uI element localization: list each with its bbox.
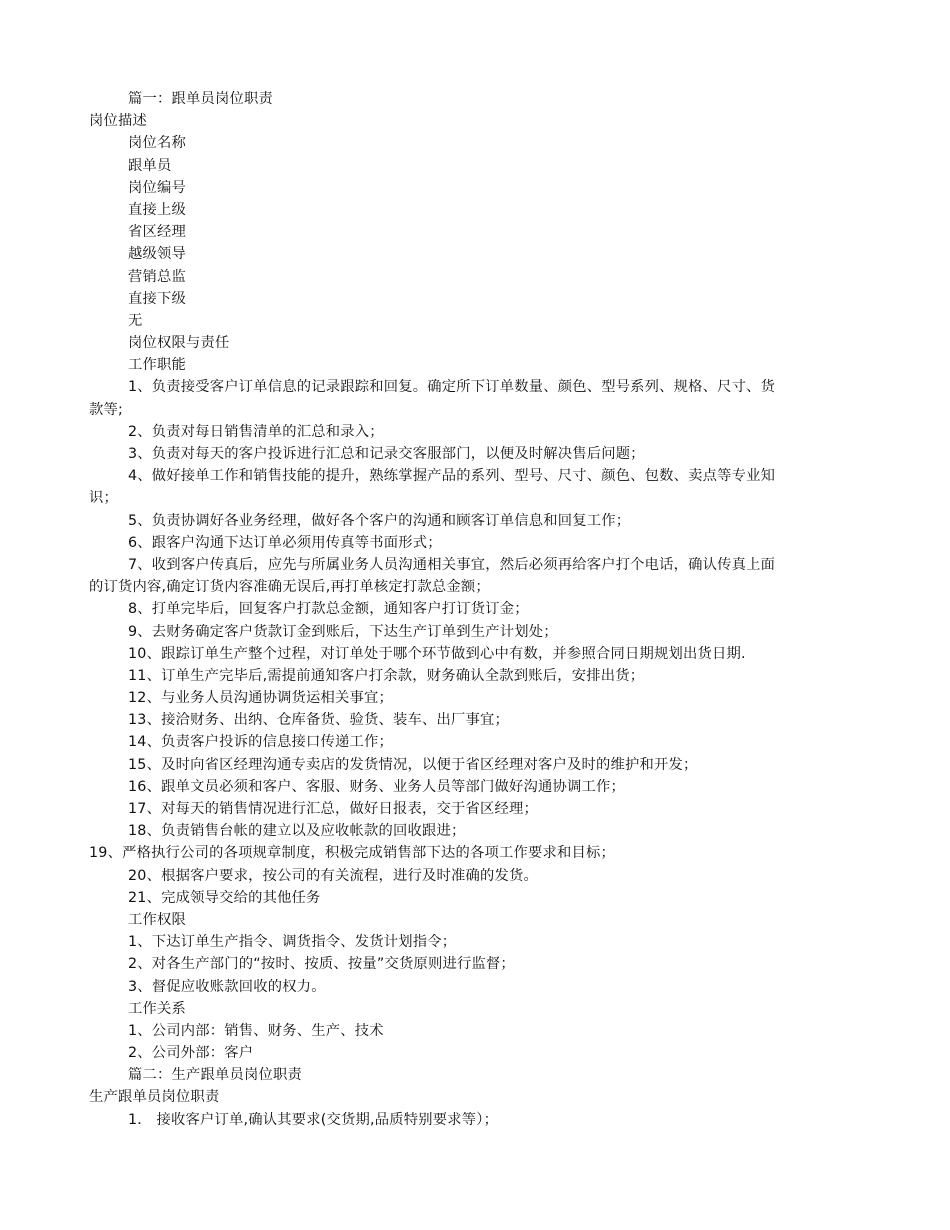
duty-7-line2: 的订货内容,确定订货内容准确无误后,再打单核定打款总金额； xyxy=(89,579,490,596)
field-skip-level: 越级领导 xyxy=(128,246,186,263)
authority-heading: 工作权限 xyxy=(128,911,186,928)
document-page xyxy=(0,88,950,1131)
field-skip-level-value: 营销总监 xyxy=(128,268,186,285)
duty-14: 14、负责客户投诉的信息接口传递工作； xyxy=(128,734,394,751)
duty-5: 5、负责协调好各业务经理，做好各个客户的沟通和顾客订单信息和回复工作； xyxy=(128,512,631,529)
field-position-value: 跟单员 xyxy=(128,157,172,174)
section2-item-1: 1． 接收客户订单,确认其要求(交货期,品质特别要求等）； xyxy=(128,1111,499,1128)
duty-3: 3、负责对每天的客户投诉进行汇总和记录交客服部门，以便及时解决售后问题； xyxy=(128,446,645,462)
duty-19: 19、严格执行公司的各项规章制度，积极完成销售部下达的各项工作要求和目标； xyxy=(89,845,615,862)
duty-17: 17、对每天的销售情况进行汇总，做好日报表，交于省区经理； xyxy=(128,801,539,817)
duty-13: 13、接洽财务、出纳、仓库备货、验货、装车、出厂事宜； xyxy=(128,712,510,729)
authority-item-3: 3、督促应收账款回收的权力。 xyxy=(128,978,326,995)
relation-heading: 工作关系 xyxy=(128,1000,186,1017)
duty-1-line1: 1、负责接受客户订单信息的记录跟踪和回复。确定所下订单数量、颜色、型号系列、规格、尺寸、货 xyxy=(128,379,776,396)
relation-item-2: 2、公司外部：客户 xyxy=(128,1045,254,1062)
relation-item-1: 1、公司内部：销售、财务、生产、技术 xyxy=(128,1022,384,1039)
field-direct-subordinate: 直接下级 xyxy=(128,290,186,307)
authority-item-2: 2、对各生产部门的“按时、按质、按量”交货原则进行监督； xyxy=(128,956,515,973)
authority-item-1: 1、下达订单生产指令、调货指令、发货计划指令； xyxy=(128,934,457,951)
duty-4-line1: 4、做好接单工作和销售技能的提升，熟练掌握产品的系列、型号、尺寸、颜色、包数、卖点等专业知 xyxy=(128,468,776,485)
duty-10: 10、跟踪订单生产整个过程，对订单处于哪个环节做到心中有数，并参照合同日期规划出货日期. xyxy=(128,645,746,662)
duty-8: 8、打单完毕后，回复客户打款总金额，通知客户打订货订金； xyxy=(128,601,529,618)
duty-18: 18、负责销售台帐的建立以及应收帐款的回收跟进； xyxy=(128,823,466,840)
duty-9: 9、去财务确定客户货款订金到账后，下达生产订单到生产计划处； xyxy=(128,623,558,640)
duty-4-line2: 识； xyxy=(89,490,118,507)
duty-21: 21、完成领导交给的其他任务 xyxy=(128,889,321,906)
duty-12: 12、与业务人员沟通协调货运相关事宜； xyxy=(128,690,394,707)
section1-heading: 岗位描述 xyxy=(89,113,147,130)
field-position-name: 岗位名称 xyxy=(128,135,186,152)
duty-1-line2: 款等; xyxy=(89,401,124,418)
duty-11: 11、订单生产完毕后,需提前通知客户打余款，财务确认全款到账后，安排出货； xyxy=(128,667,645,684)
section2-title: 篇二：生产跟单员岗位职责 xyxy=(128,1067,302,1084)
duty-15: 15、及时向省区经理沟通专卖店的发货情况，以便于省区经理对客户及时的维护和开发； xyxy=(128,756,698,773)
field-direct-subordinate-value: 无 xyxy=(128,312,143,329)
field-direct-superior: 直接上级 xyxy=(128,201,186,218)
duty-2: 2、负责对每日销售清单的汇总和录入； xyxy=(128,423,384,440)
field-position-number: 岗位编号 xyxy=(128,179,186,196)
field-job-function: 工作职能 xyxy=(128,357,186,374)
duty-20: 20、根据客户要求，按公司的有关流程，进行及时准确的发货。 xyxy=(128,867,539,884)
section2-heading: 生产跟单员岗位职责 xyxy=(89,1089,220,1106)
duty-16: 16、跟单文员必须和客户、客服、财务、业务人员等部门做好沟通协调工作； xyxy=(128,778,625,795)
duty-6: 6、跟客户沟通下达订单必须用传真等书面形式； xyxy=(128,534,442,551)
field-direct-superior-value: 省区经理 xyxy=(128,224,186,241)
section1-title: 篇一：跟单员岗位职责 xyxy=(128,91,273,107)
field-authority-responsibility: 岗位权限与责任 xyxy=(128,335,230,352)
duty-7-line1: 7、收到客户传真后，应先与所属业务人员沟通相关事宜，然后必须再给客户打个电话，确认传真上面 xyxy=(128,556,776,573)
